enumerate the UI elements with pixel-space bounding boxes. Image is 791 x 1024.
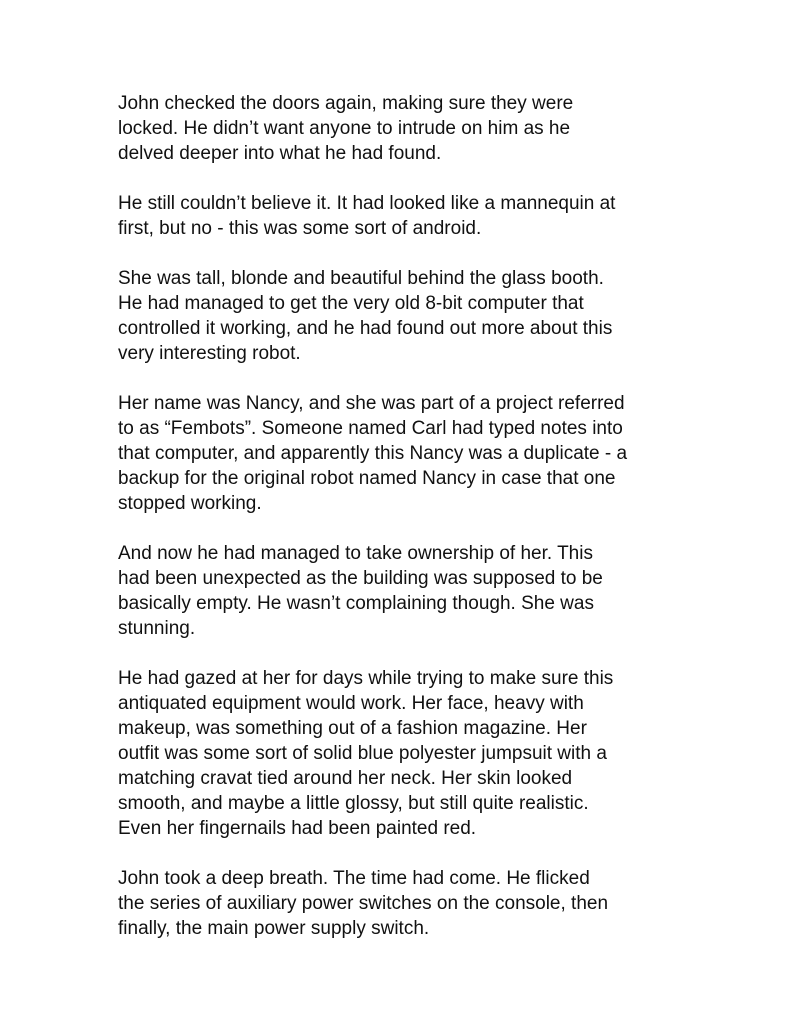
text-line: He had managed to get the very old 8-bit computer that [118, 293, 584, 314]
paragraph-6 [118, 666, 678, 841]
text-line: finally, the main power supply switch. [118, 918, 430, 939]
text-line: smooth, and maybe a little glossy, but still quite realistic. [118, 793, 589, 814]
text-line: stopped working. [118, 493, 262, 514]
text-line: matching cravat tied around her neck. Her skin looked [118, 768, 573, 789]
text-line: stunning. [118, 618, 196, 639]
paragraph-1 [118, 91, 678, 166]
text-line: very interesting robot. [118, 343, 301, 364]
text-line: had been unexpected as the building was supposed to be [118, 568, 603, 589]
text-line: Even her fingernails had been painted red. [118, 818, 477, 839]
text-line: to as “Fembots”. Someone named Carl had typed notes into [118, 418, 623, 439]
story-text [118, 91, 678, 966]
text-line: delved deeper into what he had found. [118, 143, 442, 164]
text-line: Her name was Nancy, and she was part of a project referred [118, 393, 625, 414]
paragraph-4 [118, 391, 678, 516]
text-line: first, but no - this was some sort of android. [118, 218, 482, 239]
text-line: antiquated equipment would work. Her face, heavy with [118, 693, 584, 714]
text-line: She was tall, blonde and beautiful behind the glass booth. [118, 268, 604, 289]
text-line: makeup, was something out of a fashion magazine. Her [118, 718, 587, 739]
text-line: outfit was some sort of solid blue polyester jumpsuit with a [118, 743, 607, 764]
text-line: basically empty. He wasn’t complaining though. She was [118, 593, 594, 614]
text-line: the series of auxiliary power switches on the console, then [118, 893, 609, 914]
text-line: locked. He didn’t want anyone to intrude on him as he [118, 118, 571, 139]
text-line: He still couldn’t believe it. It had looked like a mannequin at [118, 193, 616, 214]
paragraph-3 [118, 266, 678, 366]
paragraph-5 [118, 541, 678, 641]
paragraph-7 [118, 866, 678, 941]
paragraph-2 [118, 191, 678, 241]
text-line: backup for the original robot named Nancy in case that one [118, 468, 616, 489]
text-line: He had gazed at her for days while trying to make sure this [118, 668, 614, 689]
text-line: John took a deep breath. The time had come. He flicked [118, 868, 590, 889]
text-line: And now he had managed to take ownership of her. This [118, 543, 593, 564]
text-line: that computer, and apparently this Nancy was a duplicate - a [118, 443, 628, 464]
text-line: John checked the doors again, making sure they were [118, 93, 574, 114]
text-line: controlled it working, and he had found out more about this [118, 318, 613, 339]
